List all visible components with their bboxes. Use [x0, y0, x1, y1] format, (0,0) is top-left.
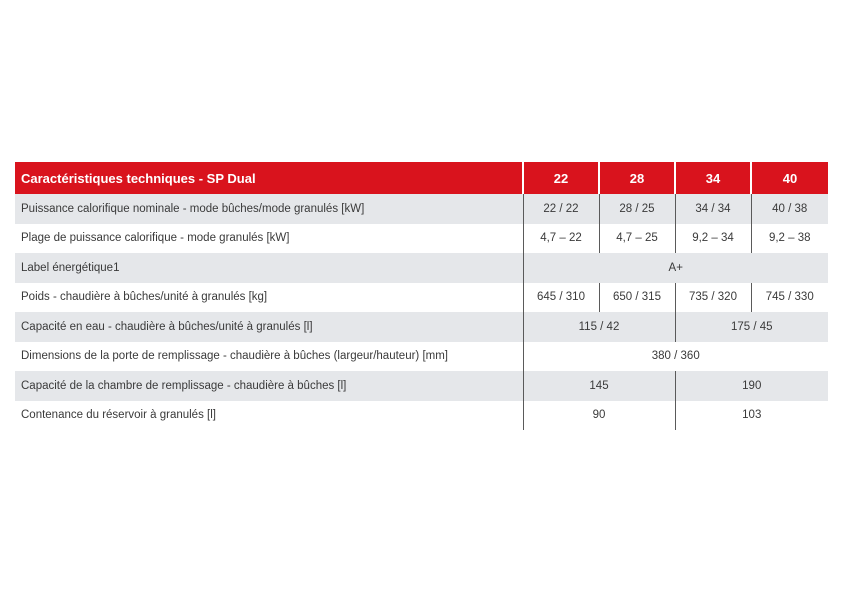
cell-value: 115 / 42: [523, 312, 675, 342]
cell-value: 190: [675, 371, 828, 401]
cell-value: 90: [523, 401, 675, 431]
table-row-water-capacity: [15, 312, 828, 342]
model-34-header: 34: [675, 162, 751, 194]
cell-value: 22 / 22: [523, 194, 599, 224]
table-header-row: [15, 162, 828, 194]
model-28-header: 28: [599, 162, 675, 194]
table-row-door-dimensions: [15, 342, 828, 372]
cell-value: 380 / 360: [523, 342, 828, 372]
table-row-power-range: [15, 224, 828, 254]
cell-value: 735 / 320: [675, 283, 751, 313]
cell-value: 145: [523, 371, 675, 401]
row-label: Puissance calorifique nominale - mode bûches/mode granulés [kW]: [15, 194, 523, 224]
cell-value: 40 / 38: [751, 194, 828, 224]
table-row-pellet-tank: [15, 401, 828, 431]
table-row-energy-label: [15, 253, 828, 283]
cell-value: 4,7 – 25: [599, 224, 675, 254]
row-label: Capacité de la chambre de remplissage - chaudière à bûches [l]: [15, 371, 523, 401]
cell-value: 28 / 25: [599, 194, 675, 224]
row-label: Label énergétique1: [15, 253, 523, 283]
cell-value: 175 / 45: [675, 312, 828, 342]
cell-value: 650 / 315: [599, 283, 675, 313]
cell-value: 103: [675, 401, 828, 431]
cell-value: 645 / 310: [523, 283, 599, 313]
cell-value: 745 / 330: [751, 283, 828, 313]
cell-value: 9,2 – 34: [675, 224, 751, 254]
spec-table: [15, 162, 828, 430]
cell-value: 34 / 34: [675, 194, 751, 224]
model-40-header: 40: [751, 162, 828, 194]
table-title: Caractéristiques techniques - SP Dual: [15, 162, 523, 194]
model-22-header: 22: [523, 162, 599, 194]
cell-value: 9,2 – 38: [751, 224, 828, 254]
row-label: Plage de puissance calorifique - mode granulés [kW]: [15, 224, 523, 254]
cell-value: A+: [523, 253, 828, 283]
row-label: Poids - chaudière à bûches/unité à granulés [kg]: [15, 283, 523, 313]
row-label: Capacité en eau - chaudière à bûches/unité à granulés [l]: [15, 312, 523, 342]
table-row-nominal-power: [15, 194, 828, 224]
table-row-weight: [15, 283, 828, 313]
row-label: Contenance du réservoir à granulés [l]: [15, 401, 523, 431]
cell-value: 4,7 – 22: [523, 224, 599, 254]
table-row-chamber-capacity: [15, 371, 828, 401]
row-label: Dimensions de la porte de remplissage - chaudière à bûches (largeur/hauteur) [mm]: [15, 342, 523, 372]
